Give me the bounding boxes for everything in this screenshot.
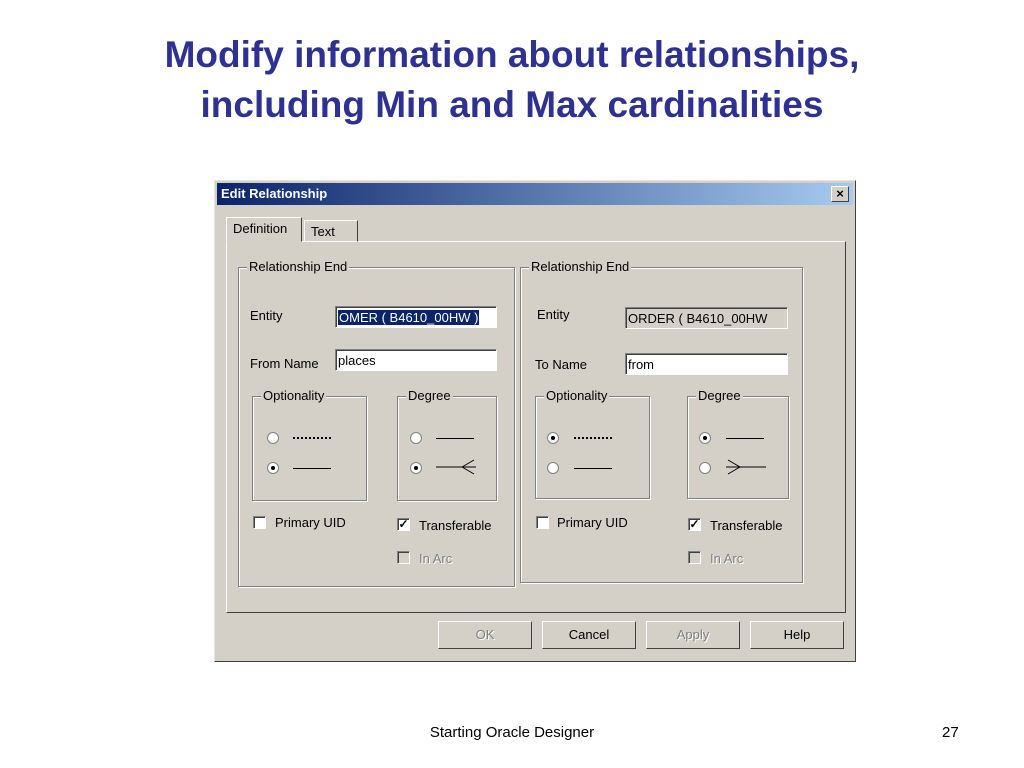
left-optionality-mandatory-radio[interactable] — [267, 462, 279, 474]
left-optionality-group — [252, 388, 367, 501]
slide-title-line-2: including Min and Max cardinalities — [200, 84, 824, 125]
optional-dotted-line-icon — [293, 437, 331, 439]
tab-definition-label: Definition — [233, 221, 288, 236]
right-relationship-end-label: Relationship End — [531, 259, 630, 274]
optional-dotted-line-icon — [574, 437, 612, 439]
right-optionality-mandatory-radio[interactable] — [547, 462, 559, 474]
right-degree-many-radio[interactable] — [699, 462, 711, 474]
tab-definition[interactable] — [226, 217, 302, 242]
left-primary-uid-label: Primary UID — [275, 515, 346, 530]
left-degree-many-radio[interactable] — [410, 462, 422, 474]
right-optionality-group — [535, 388, 650, 499]
left-degree-one-radio[interactable] — [410, 432, 422, 444]
right-degree-one-radio[interactable] — [699, 432, 711, 444]
left-degree-group — [397, 388, 497, 501]
dialog-title: Edit Relationship — [221, 186, 328, 201]
tab-text-label: Text — [311, 224, 335, 239]
slide-title — [0, 30, 1024, 130]
mandatory-solid-line-icon — [293, 468, 331, 469]
right-in-arc-label: In Arc — [710, 551, 744, 566]
ok-button[interactable]: OK — [438, 621, 532, 649]
left-from-name-input[interactable]: places — [335, 349, 497, 371]
right-degree-label: Degree — [698, 388, 741, 403]
left-entity-value: OMER ( B4610_00HW ) — [339, 310, 479, 325]
left-from-name-label: From Name — [250, 356, 319, 371]
close-button[interactable] — [831, 186, 849, 202]
apply-button[interactable]: Apply — [646, 621, 740, 649]
right-entity-label: Entity — [537, 307, 570, 322]
degree-one-line-icon — [436, 438, 474, 439]
left-degree-label: Degree — [408, 388, 451, 403]
left-transferable-label: Transferable — [419, 518, 492, 533]
right-optionality-label: Optionality — [546, 388, 608, 403]
right-transferable-label: Transferable — [710, 518, 783, 533]
right-entity-field[interactable]: ORDER ( B4610_00HW — [625, 307, 788, 329]
crows-foot-many-icon — [434, 458, 478, 476]
help-button[interactable]: Help — [750, 621, 844, 649]
page-number: 27 — [942, 724, 959, 741]
left-transferable-checkbox[interactable]: ✓ — [398, 517, 409, 531]
left-entity-field[interactable] — [335, 306, 497, 328]
right-primary-uid-checkbox[interactable] — [536, 516, 549, 529]
left-optionality-optional-radio[interactable] — [267, 432, 279, 444]
crows-foot-many-icon — [724, 458, 768, 476]
left-in-arc-label: In Arc — [419, 551, 453, 566]
edit-relationship-dialog — [214, 180, 856, 662]
right-primary-uid-label: Primary UID — [557, 515, 628, 530]
cancel-button[interactable]: Cancel — [542, 621, 636, 649]
right-transferable-checkbox[interactable]: ✓ — [689, 517, 700, 531]
degree-one-line-icon — [726, 438, 764, 439]
left-entity-label: Entity — [250, 308, 283, 323]
left-in-arc-checkbox[interactable] — [397, 551, 410, 564]
right-optionality-optional-radio[interactable] — [547, 432, 559, 444]
left-relationship-end-label: Relationship End — [249, 259, 348, 274]
mandatory-solid-line-icon — [574, 468, 612, 469]
right-to-name-input[interactable]: from — [625, 353, 788, 375]
right-to-name-label: To Name — [535, 357, 588, 372]
right-degree-group — [687, 388, 789, 499]
left-optionality-label: Optionality — [263, 388, 325, 403]
right-in-arc-checkbox[interactable] — [688, 551, 701, 564]
slide-footer: Starting Oracle Designer — [429, 724, 595, 741]
slide-title-line-1: Modify information about relationships, — [164, 34, 860, 75]
close-icon: × — [836, 186, 844, 201]
dialog-titlebar[interactable] — [217, 183, 853, 205]
left-primary-uid-checkbox[interactable] — [253, 516, 266, 529]
tab-text[interactable] — [304, 220, 358, 242]
